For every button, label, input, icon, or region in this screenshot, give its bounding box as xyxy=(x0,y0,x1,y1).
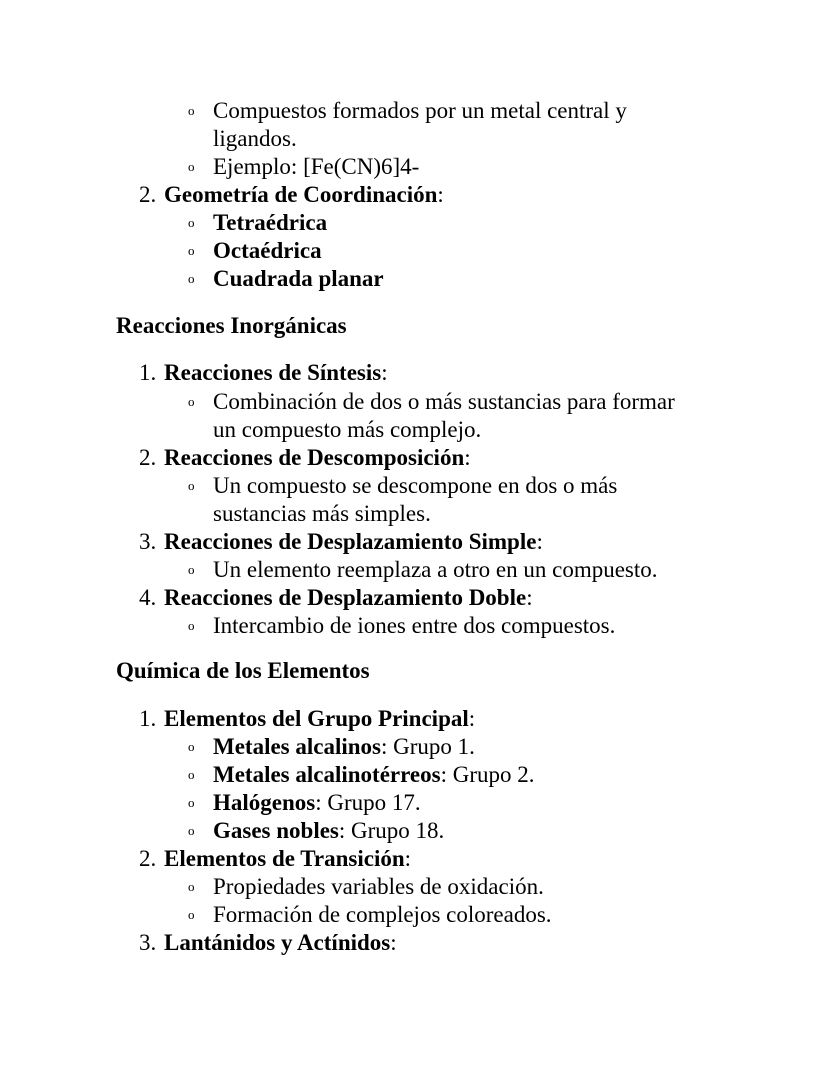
list-item-text: ligandos. xyxy=(213,126,297,151)
bullet-marker xyxy=(188,817,195,845)
list-item-title: Elementos de Transición: xyxy=(164,846,412,871)
list-item-text: Un compuesto se descompone en dos o más xyxy=(213,473,618,498)
list-item-text: Halógenos: Grupo 17. xyxy=(213,790,421,815)
list-number: 2. xyxy=(139,182,157,207)
bullet-marker xyxy=(188,612,195,640)
list-item-title: Reacciones de Desplazamiento Simple: xyxy=(164,529,543,554)
list-item-text: Intercambio de iones entre dos compuestos. xyxy=(213,613,616,638)
list-item-text: un compuesto más complejo. xyxy=(213,417,482,442)
list-item-title: Elementos del Grupo Principal: xyxy=(164,706,476,731)
list-item-title: Reacciones de Síntesis: xyxy=(164,360,388,385)
list-item-title: Geometría de Coordinación: xyxy=(164,182,444,207)
list-item-text: Octaédrica xyxy=(213,238,322,263)
list-item-title: Reacciones de Descomposición: xyxy=(164,445,471,470)
section-heading: Reacciones Inorgánicas xyxy=(116,313,347,338)
bullet-marker xyxy=(188,388,195,416)
bullet-marker xyxy=(188,556,195,584)
bullet-marker xyxy=(188,901,195,929)
list-number: 2. xyxy=(139,445,157,470)
bullet-marker xyxy=(188,209,195,237)
bullet-marker xyxy=(188,789,195,817)
bullet-marker xyxy=(188,472,195,500)
bullet-marker xyxy=(188,733,195,761)
bullet-marker xyxy=(188,873,195,901)
bullet-marker xyxy=(188,265,195,293)
bullet-marker xyxy=(188,153,195,181)
bullet-marker xyxy=(188,97,195,125)
list-item-text: Metales alcalinos: Grupo 1. xyxy=(213,734,475,759)
list-item-text: Ejemplo: [Fe(CN)6]4- xyxy=(213,154,420,179)
list-item-text: Propiedades variables de oxidación. xyxy=(213,874,544,899)
bullet-marker xyxy=(188,761,195,789)
list-item-text: Compuestos formados por un metal central y xyxy=(213,98,627,123)
list-item-text: Cuadrada planar xyxy=(213,266,384,291)
list-item-text: Metales alcalinotérreos: Grupo 2. xyxy=(213,762,535,787)
section-heading: Química de los Elementos xyxy=(116,658,370,683)
list-item-title: Lantánidos y Actínidos: xyxy=(164,930,397,955)
bullet-marker xyxy=(188,237,195,265)
list-number: 3. xyxy=(139,529,157,554)
list-number: 2. xyxy=(139,846,157,871)
list-number: 4. xyxy=(139,585,157,610)
list-item-text: sustancias más simples. xyxy=(213,501,431,526)
list-item-text: Gases nobles: Grupo 18. xyxy=(213,818,445,843)
list-item-text: Un elemento reemplaza a otro en un compuesto. xyxy=(213,557,658,582)
list-item-title: Reacciones de Desplazamiento Doble: xyxy=(164,585,533,610)
list-number: 1. xyxy=(139,360,157,385)
list-item-text: Combinación de dos o más sustancias para formar xyxy=(213,389,675,414)
list-number: 1. xyxy=(139,706,157,731)
list-item-text: Formación de complejos coloreados. xyxy=(213,902,552,927)
list-number: 3. xyxy=(139,930,157,955)
list-item-text: Tetraédrica xyxy=(213,210,328,235)
